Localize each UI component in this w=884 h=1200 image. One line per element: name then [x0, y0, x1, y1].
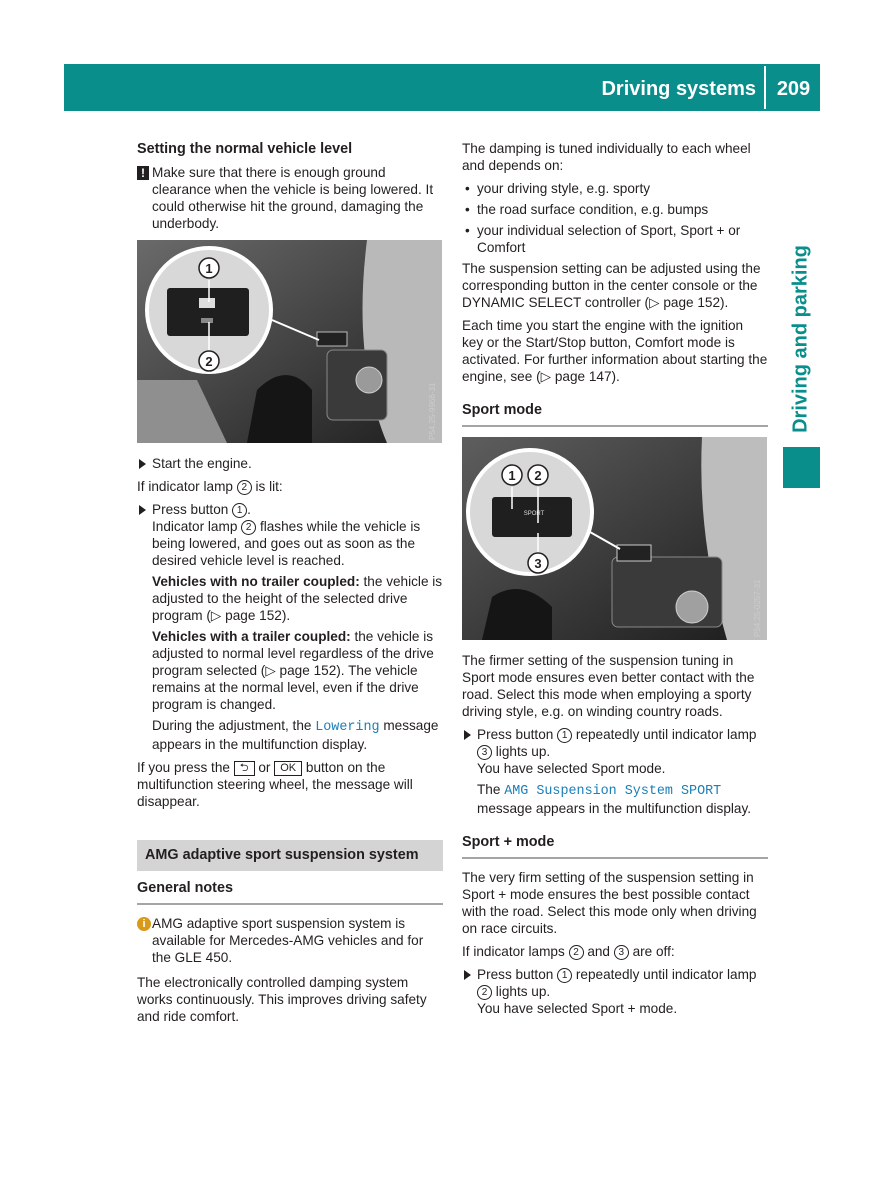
step-text: Press button 1 repeatedly until indicator lamp 2 lights up.: [477, 967, 757, 999]
step-press-button: [137, 501, 443, 753]
info-text: AMG adaptive sport suspension system is available for Mercedes-AMG vehicles and for the GLE 450.: [152, 916, 424, 965]
step-start-engine: [137, 455, 443, 472]
list-item: • the road surface condition, e.g. bumps: [462, 201, 768, 218]
step-text: Press button 1 .: [152, 502, 251, 517]
back-key-icon: ⮌: [234, 761, 255, 776]
dismiss-message-note: If you press the ⮌ or OK button on the multifunction steering wheel, the message will disappear.: [137, 760, 413, 809]
sport-paragraph: The firmer setting of the suspension tuning in Sport mode ensures even better contact with the road. Select this mode when employing a sporty driving style, e.g. on winding country roads.: [462, 653, 755, 719]
step-text: Press button 1 repeatedly until indicator lamp 3 lights up.: [477, 727, 757, 759]
list-item: • your individual selection of Sport, Sport + or Comfort: [462, 222, 768, 256]
figure-code: P54.25-0257-31: [753, 579, 762, 637]
no-trailer-note: Vehicles with no trailer coupled: the vehicle is adjusted to the height of the selected drive program (▷ page 152).: [152, 574, 443, 623]
step-text: Start the engine.: [152, 456, 252, 471]
step-sport-plus-mode: [462, 966, 768, 1017]
header-divider: [764, 66, 766, 109]
sport-button-illustration: [462, 437, 767, 640]
sport-plus-paragraph: The very firm setting of the suspension setting in Sport + mode ensures the best possible contact with the road. Select this mode only when driving on race circuits.: [462, 870, 757, 936]
step-result: You have selected Sport + mode.: [477, 1001, 678, 1016]
info-icon: i: [137, 917, 151, 931]
callout-2: 2: [534, 468, 542, 483]
step-arrow-icon: [464, 970, 471, 980]
sport-button-label: SPORT: [523, 511, 545, 517]
callout-1: 1: [205, 261, 213, 276]
warning-note: [137, 164, 443, 232]
page-number: 209: [776, 78, 811, 100]
step-result: You have selected Sport mode.: [477, 761, 666, 776]
damping-paragraph: The electronically controlled damping system works continuously. This improves driving safety and ride comfort.: [137, 975, 427, 1024]
callout-1: 1: [508, 468, 516, 483]
comfort-paragraph: Each time you start the engine with the ignition key or the Start/Stop button, Comfort mode is activated. For further information about starting the engine, see (▷ page 147).: [462, 318, 768, 384]
section-amg-suspension: AMG adaptive sport suspension system: [137, 840, 443, 871]
if-lamp-condition: If indicator lamp 2 is lit:: [137, 479, 283, 494]
step-result: Indicator lamp 2 flashes while the vehicle is being lowered, and goes out as soon as the desired vehicle level is reached.: [152, 519, 421, 568]
sport-message-note: The AMG Suspension System SPORT message appears in the multifunction display.: [477, 782, 752, 816]
heading-sport-plus-mode: Sport + mode: [462, 833, 768, 859]
figure-code: P54.25-9966-31: [428, 382, 437, 440]
heading-sport-mode: Sport mode: [462, 401, 768, 427]
if-lamps-condition: If indicator lamps 2 and 3 are off:: [462, 944, 675, 959]
figure-sport-button: [462, 437, 767, 640]
warning-icon: !: [137, 166, 149, 180]
right-column: [462, 140, 768, 1023]
list-item: • your driving style, e.g. sporty: [462, 180, 768, 197]
heading-general-notes: General notes: [137, 879, 443, 905]
step-sport-mode: [462, 726, 768, 817]
info-note: [137, 915, 443, 966]
ok-key: OK: [274, 761, 302, 776]
trailer-note: Vehicles with a trailer coupled: the vehicle is adjusted to normal level regardless of the drive program selected (▷ page 152). The vehicle remains at the normal level, even if the drive program is changed.: [152, 629, 434, 712]
damping-intro: The damping is tuned individually to each wheel and depends on:: [462, 141, 751, 173]
figure-center-console: [137, 240, 442, 443]
center-console-illustration: [137, 240, 442, 443]
adjust-paragraph: The suspension setting can be adjusted using the corresponding button in the center console or the DYNAMIC SELECT controller (▷ page 152).: [462, 261, 761, 310]
page-header: [64, 64, 820, 111]
step-arrow-icon: [139, 505, 146, 515]
chapter-tab-label: Driving and parking: [789, 244, 812, 433]
adjust-message-note: During the adjustment, the Lowering message appears in the multifunction display.: [152, 718, 439, 752]
heading-normal-level: Setting the normal vehicle level: [137, 141, 353, 157]
chapter-tab: [782, 236, 820, 441]
step-arrow-icon: [139, 459, 146, 469]
section-title: Driving systems: [601, 78, 756, 100]
step-arrow-icon: [464, 730, 471, 740]
callout-3: 3: [534, 556, 542, 571]
warning-text: Make sure that there is enough ground clearance when the vehicle is being lowered. It could otherwise hit the ground, damaging the underbody.: [152, 165, 434, 231]
left-column: [137, 140, 443, 1031]
callout-2: 2: [205, 354, 213, 369]
chapter-tab-marker: [783, 447, 820, 488]
